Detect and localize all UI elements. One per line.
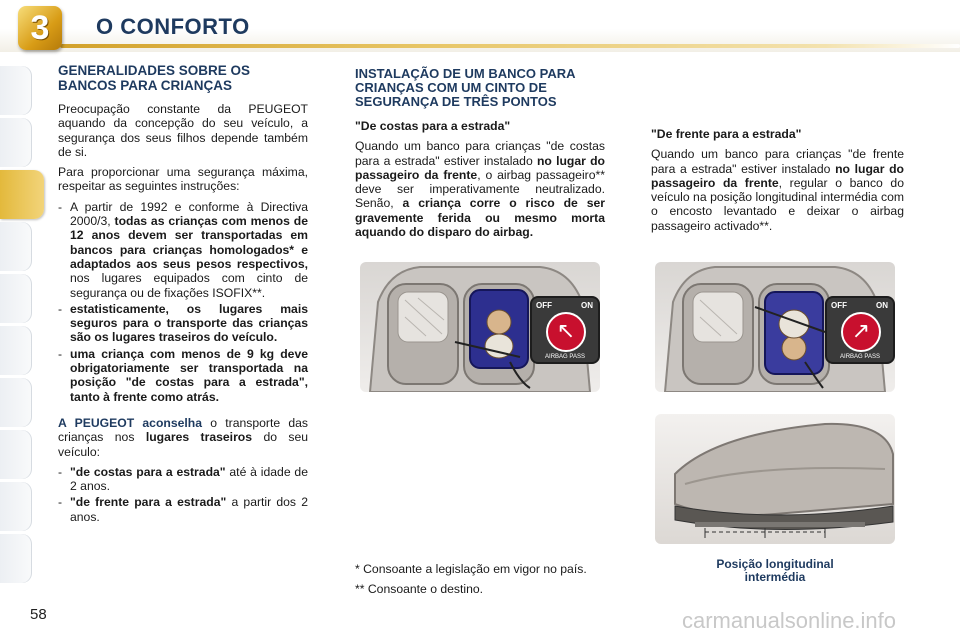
chapter-tab[interactable] xyxy=(0,222,32,271)
chapter-tab[interactable] xyxy=(0,274,32,323)
list-item: - uma criança com menos de 9 kg deve obrigatoriamente ser transportada na posição "de costas para a estrada", tanto à frente como atrás. xyxy=(58,347,308,404)
figure-caption: Posição longitudinal intermédia xyxy=(716,557,834,584)
paragraph: Quando um banco para crianças "de costas para a estrada" estiver instalado no lugar do passageiro da frente, o airbag passageiro** deve ser imperativamente neutralizado. Senão, a criança corre o risco de ser gravemente ferida ou mesmo morta aquando do disparo do airbag. xyxy=(355,139,605,240)
footnote: * Consoante a legislação em vigor no país. xyxy=(355,562,587,576)
chapter-badge: 3 xyxy=(18,6,62,50)
chapter-tab[interactable] xyxy=(0,326,32,375)
chapter-tab[interactable] xyxy=(0,66,32,115)
section-heading: INSTALAÇÃO DE UM BANCO PARA CRIANÇAS COM UM CINTO DE SEGURANÇA DE TRÊS PONTOS xyxy=(355,66,576,109)
list-item: - A partir de 1992 e conforme à Directiva 2000/3, todas as crianças com menos de 12 anos devem ser transportadas em bancos para crianças homologados* e adaptados aos seus pesos respectivos, nos lugares equipados com cinto de segurança ou de fixações ISOFIX**. xyxy=(58,200,308,300)
chapter-tab-active[interactable] xyxy=(0,170,44,219)
paragraph: Preocupação constante da PEUGEOT aquando da concepção do seu veículo, a segurança dos seus filhos depende também de si. xyxy=(58,102,308,159)
footnote: ** Consoante o destino. xyxy=(355,582,484,597)
seat-rail-icon xyxy=(655,414,895,544)
chapter-tab[interactable] xyxy=(0,534,32,583)
list-item: - "de costas para a estrada" até à idade de 2 anos. xyxy=(58,465,308,494)
arrow-up-left-icon: ↖ xyxy=(546,312,586,352)
list-item: - estatisticamente, os lugares mais seguros para o transporte das crianças são os lugares traseiros do veículo. xyxy=(58,302,308,345)
chapter-tab[interactable] xyxy=(0,118,32,167)
watermark: carmanualsonline.info xyxy=(682,608,897,633)
chapter-tab[interactable] xyxy=(0,430,32,479)
middle-column xyxy=(355,67,605,245)
paragraph: Quando um banco para crianças "de frente para a estrada" estiver instalado no lugar do passageiro da frente, regular o banco do veículo na posição longitudinal intermédia com o encosto levantado e deixar o airbag passageiro activado**. xyxy=(651,147,904,233)
paragraph: A PEUGEOT aconselha o transporte das crianças nos lugares traseiros do seu veículo: xyxy=(58,415,309,459)
section-heading: GENERALIDADES SOBRE OS BANCOS PARA CRIANÇAS xyxy=(58,63,251,93)
airbag-switch-panel: OFF ON ↗ AIRBAG PASS xyxy=(825,296,895,364)
chapter-tab[interactable] xyxy=(0,378,32,427)
subheading: "De costas para a estrada" xyxy=(355,119,511,133)
left-column xyxy=(58,63,308,530)
chapter-tab[interactable] xyxy=(0,482,32,531)
right-column xyxy=(651,127,904,239)
list-item: - "de frente para a estrada" a partir dos 2 anos. xyxy=(58,495,308,524)
chapter-title: O CONFORTO xyxy=(96,14,250,39)
rear-facing-seat-illustration xyxy=(360,262,600,392)
front-facing-seat-illustration xyxy=(655,262,895,392)
header-rule xyxy=(60,44,960,48)
subheading: "De frente para a estrada" xyxy=(651,127,802,141)
footnotes xyxy=(355,562,605,603)
advice-list xyxy=(58,465,308,524)
airbag-switch-panel: OFF ON ↖ AIRBAG PASS xyxy=(530,296,600,364)
page-number: 58 xyxy=(30,606,47,623)
chapter-tabs xyxy=(0,66,40,586)
instruction-list xyxy=(58,200,308,404)
arrow-up-right-icon: ↗ xyxy=(841,312,881,352)
seat-rail-illustration xyxy=(655,414,895,544)
paragraph: Para proporcionar uma segurança máxima, respeitar as seguintes instruções: xyxy=(58,165,308,194)
